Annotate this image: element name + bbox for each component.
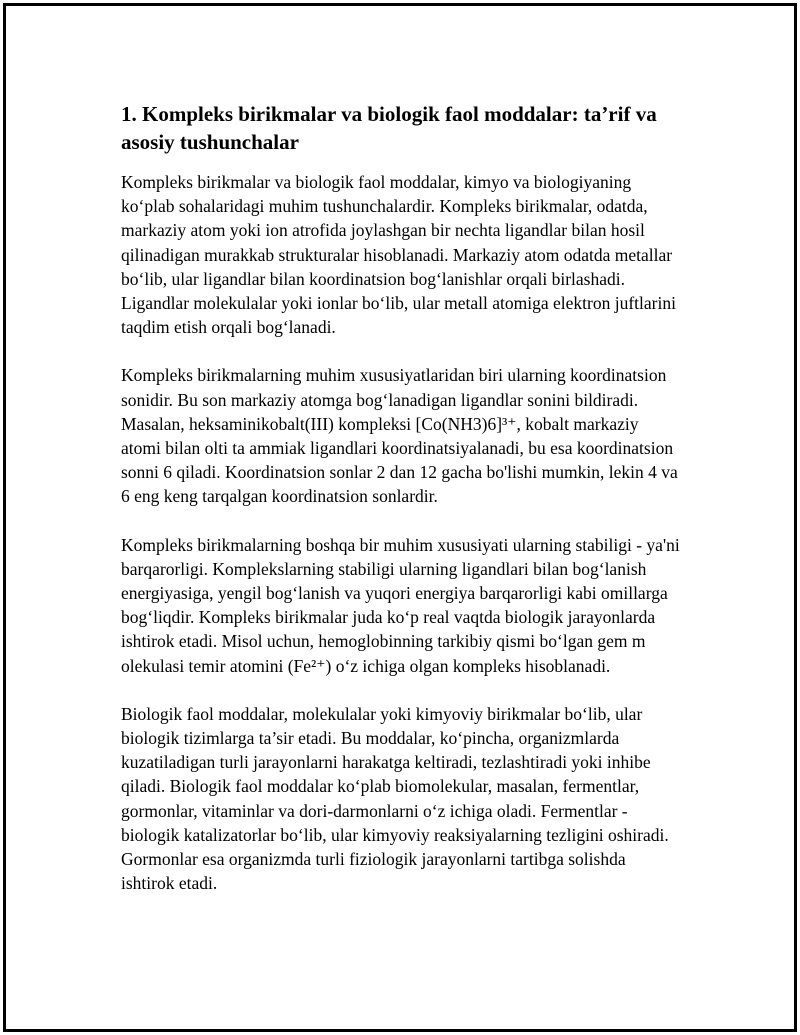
paragraph-stability: Kompleks birikmalarning boshqa bir muhim xususiyati ularning stabiligi - ya'ni barqarorligi. Komplekslarning stabiligi ularning ligandlari bilan bog‘lanish energiyasiga, yengil bog‘lanish va yuqori energiya barqarorligi kabi omillarga bog‘liqdir. Kompleks birikmalar juda ko‘p real vaqtda biologik jarayonlarda ishtirok etadi. Misol uchun, hemoglobinning tarkibiy qismi bo‘lgan gem m olekulasi temir atomini (Fe²⁺) o‘z ichiga olgan kompleks hisoblanadi. bbox=[121, 534, 680, 676]
page-frame bbox=[3, 3, 797, 1032]
paragraph-bioactive-substances: Biologik faol moddalar, molekulalar yoki kimyoviy birikmalar bo‘lib, ular biologik tizimlarga ta’sir etadi. Bu moddalar, ko‘pincha, organizmlarda kuzatiladigan turli jarayonlarni harakatga keltiradi, tezlashtiradi yoki inhibe qiladi. Biologik faol moddalar ko‘plab biomolekular, masalan, fermentlar, gormonlar, vitaminlar va dori-darmonlarni o‘z ichiga oladi. Fermentlar - biologik katalizatorlar bo‘lib, ular kimyoviy reaksiyalarning tezligini oshiradi. Gormonlar esa organizmda turli fiziologik jarayonlarni tartibga solishda ishtirok etadi. bbox=[121, 703, 669, 894]
section-heading: 1. Kompleks birikmalar va biologik faol moddalar: ta’rif va asosiy tushunchalar bbox=[121, 102, 657, 154]
paragraph-coordination-number: Kompleks birikmalarning muhim xususiyatlaridan biri ularning koordinatsion sonidir. Bu son markaziy atomga bog‘lanadigan ligandlar sonini bildiradi. Masalan, heksaminikobalt(III) kompleksi [Co(NH3)6]³⁺, kobalt markaziy atomi bilan olti ta ammiak ligandlari koordinatsiyalanadi, bu esa koordinatsion sonni 6 qiladi. Koordinatsion sonlar 2 dan 12 gacha bo'lishi mumkin, lekin 4 va 6 eng keng tarqalgan koordinatsion sonlardir. bbox=[121, 365, 678, 507]
paragraph-complex-compounds: Kompleks birikmalar va biologik faol moddalar, kimyo va biologiyaning ko‘plab sohalaridagi muhim tushunchalardir. Kompleks birikmalar, odatda, markaziy atom yoki ion atrofida joylashgan bir nechta ligandlar bilan hosil qilinadigan murakkab strukturalar hisoblanadi. Markaziy atom odatda metallar bo‘lib, ular ligandlar bilan koordinatsion bog‘lanishlar orqali birlashadi. Ligandlar molekulalar yoki ionlar bo‘lib, ular metall atomiga elektron juftlarini taqdim etish orqali bog‘lanadi. bbox=[121, 172, 676, 338]
document-body bbox=[121, 100, 681, 919]
